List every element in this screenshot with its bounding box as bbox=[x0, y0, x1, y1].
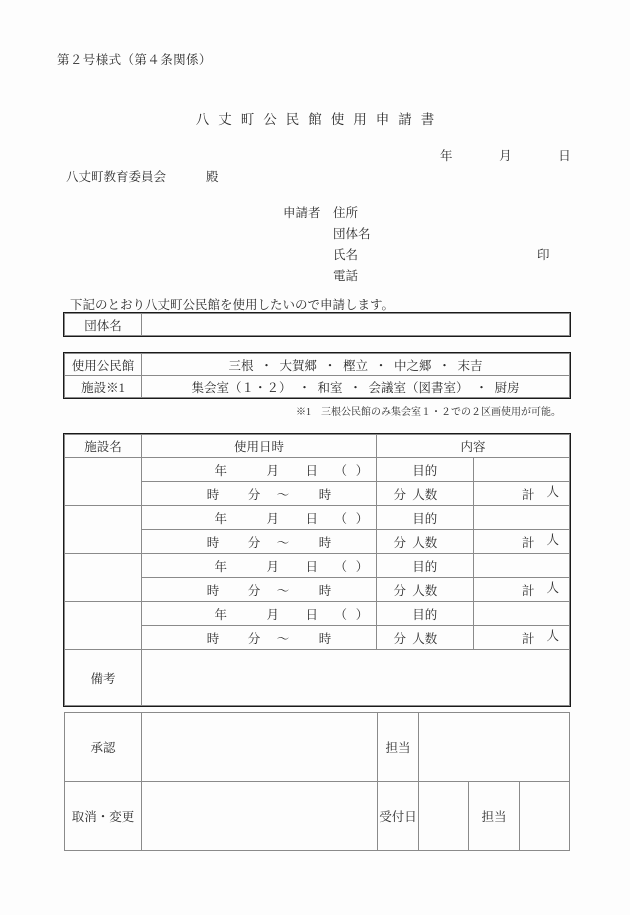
table-row bbox=[65, 354, 570, 376]
year-label: 年 bbox=[214, 511, 227, 526]
receipt-date-label: 受付日 bbox=[378, 782, 419, 851]
hour-label: 時 bbox=[206, 631, 220, 646]
usage-total-0[interactable] bbox=[473, 482, 570, 506]
table-header-row bbox=[65, 435, 570, 458]
tilde: ～ bbox=[276, 487, 290, 502]
headcount-label-2: 人数 bbox=[377, 578, 474, 602]
facility-label: 施設※1 bbox=[65, 376, 142, 398]
cancel-value[interactable] bbox=[142, 782, 378, 851]
minute-label: 分 bbox=[247, 487, 261, 502]
year-label: 年 bbox=[214, 607, 227, 622]
hall-option-2[interactable]: 樫立 bbox=[342, 358, 368, 373]
purpose-label-2: 目的 bbox=[377, 554, 474, 578]
page-title: 八丈町公民館使用申請書 bbox=[195, 112, 444, 127]
applicant-name-label: 氏名 bbox=[333, 248, 359, 262]
usage-facility-2[interactable] bbox=[65, 554, 142, 602]
month-label: 月 bbox=[266, 511, 279, 526]
usage-purpose-0[interactable] bbox=[473, 458, 570, 482]
month-label: 月 bbox=[266, 559, 279, 574]
minute2-label: 分 bbox=[393, 487, 406, 502]
applicant-group-label: 団体名 bbox=[333, 227, 371, 241]
weekday-open: （ bbox=[334, 559, 347, 574]
group-name-value[interactable] bbox=[142, 314, 570, 336]
hour2-label: 時 bbox=[318, 535, 332, 550]
people-unit: 人 bbox=[546, 629, 559, 643]
applicant-phone-label: 電話 bbox=[333, 269, 359, 283]
approval-label: 承認 bbox=[65, 713, 142, 782]
total-label: 計 bbox=[521, 631, 535, 646]
separator: ・ bbox=[475, 380, 488, 395]
tilde: ～ bbox=[276, 535, 290, 550]
purpose-label-0: 目的 bbox=[377, 458, 474, 482]
weekday-open: （ bbox=[334, 511, 347, 526]
hour2-label: 時 bbox=[318, 631, 332, 646]
headcount-label-3: 人数 bbox=[377, 626, 474, 650]
table-row bbox=[65, 506, 570, 530]
separator: ・ bbox=[298, 380, 311, 395]
minute2-label: 分 bbox=[393, 631, 406, 646]
applicant-group-row bbox=[283, 224, 371, 245]
day-label: 日 bbox=[305, 511, 318, 526]
header-facility-name: 施設名 bbox=[65, 435, 142, 458]
weekday-close: ） bbox=[355, 511, 369, 526]
cancel-label: 取消・変更 bbox=[65, 782, 142, 851]
usage-total-1[interactable] bbox=[473, 530, 570, 554]
minute2-label: 分 bbox=[393, 535, 406, 550]
tilde: ～ bbox=[276, 631, 290, 646]
applicant-phone-row bbox=[283, 266, 371, 287]
applicant-block bbox=[283, 203, 550, 287]
weekday-close: ） bbox=[355, 607, 369, 622]
hall-options[interactable] bbox=[142, 354, 570, 376]
year-label: 年 bbox=[214, 463, 227, 478]
date-year-label: 年 bbox=[440, 149, 453, 163]
facility-option-3[interactable]: 厨房 bbox=[494, 380, 520, 395]
usage-facility-1[interactable] bbox=[65, 506, 142, 554]
table-row bbox=[65, 314, 570, 336]
applicant-address-row bbox=[283, 203, 371, 224]
headcount-label-0: 人数 bbox=[377, 482, 474, 506]
table-row bbox=[65, 554, 570, 578]
minute-label: 分 bbox=[247, 631, 261, 646]
hour-label: 時 bbox=[206, 535, 220, 550]
facility-selection-table bbox=[64, 353, 570, 398]
day-label: 日 bbox=[305, 607, 318, 622]
addressee-honorific: 殿 bbox=[206, 170, 219, 184]
purpose-label-1: 目的 bbox=[377, 506, 474, 530]
usage-total-3[interactable] bbox=[473, 626, 570, 650]
hall-option-1[interactable]: 大賀郷 bbox=[279, 358, 317, 373]
facility-option-0[interactable]: 集会室（１・２） bbox=[191, 380, 292, 395]
tilde: ～ bbox=[276, 583, 290, 598]
total-label: 計 bbox=[521, 535, 535, 550]
addressee-name: 八丈町教育委員会 bbox=[66, 170, 167, 184]
application-statement: 下記のとおり八丈町公民館を使用したいので申請します。 bbox=[70, 298, 395, 312]
month-label: 月 bbox=[266, 607, 279, 622]
day-label: 日 bbox=[305, 559, 318, 574]
usage-purpose-3[interactable] bbox=[473, 602, 570, 626]
day-label: 日 bbox=[305, 463, 318, 478]
remarks-value[interactable] bbox=[142, 650, 570, 706]
usage-time-1[interactable] bbox=[142, 530, 406, 554]
usage-purpose-2[interactable] bbox=[473, 554, 570, 578]
usage-facility-0[interactable] bbox=[65, 458, 142, 506]
table-row bbox=[65, 602, 570, 626]
header-datetime: 使用日時 bbox=[142, 435, 377, 458]
facility-options[interactable] bbox=[142, 376, 570, 398]
usage-time-2[interactable] bbox=[142, 578, 406, 602]
group-name-table bbox=[64, 313, 570, 336]
addressee bbox=[66, 167, 219, 185]
date-month-label: 月 bbox=[499, 149, 512, 163]
usage-facility-3[interactable] bbox=[65, 602, 142, 650]
table-row bbox=[65, 376, 570, 398]
total-label: 計 bbox=[521, 583, 535, 598]
applicant-address-label: 住所 bbox=[333, 206, 359, 220]
facility-option-2[interactable]: 会議室（図書室） bbox=[368, 380, 469, 395]
usage-date-0[interactable] bbox=[142, 458, 377, 482]
separator: ・ bbox=[349, 380, 362, 395]
people-unit: 人 bbox=[546, 485, 559, 499]
hall-label: 使用公民館 bbox=[65, 354, 142, 376]
date-day-label: 日 bbox=[558, 149, 571, 163]
weekday-close: ） bbox=[355, 559, 369, 574]
separator: ・ bbox=[438, 358, 451, 373]
approval-staff-value[interactable] bbox=[419, 713, 570, 782]
seal-label: 印 bbox=[537, 248, 550, 262]
hall-option-3[interactable]: 中之郷 bbox=[394, 358, 432, 373]
hour2-label: 時 bbox=[318, 583, 332, 598]
hall-option-0[interactable]: 三根 bbox=[228, 358, 254, 373]
cancel-staff-label: 担当 bbox=[469, 782, 519, 851]
usage-date-3[interactable] bbox=[142, 602, 377, 626]
applicant-name-row bbox=[283, 245, 550, 266]
weekday-close: ） bbox=[355, 463, 369, 478]
month-label: 月 bbox=[266, 463, 279, 478]
minute2-label: 分 bbox=[393, 583, 406, 598]
form-number: 第２号様式（第４条関係） bbox=[57, 53, 212, 67]
usage-total-2[interactable] bbox=[473, 578, 570, 602]
total-label: 計 bbox=[521, 487, 535, 502]
approval-table bbox=[64, 712, 570, 851]
year-label: 年 bbox=[214, 559, 227, 574]
weekday-open: （ bbox=[334, 463, 347, 478]
applicant-label: 申請者 bbox=[283, 206, 321, 220]
table-row bbox=[65, 458, 570, 482]
weekday-open: （ bbox=[334, 607, 347, 622]
separator: ・ bbox=[323, 358, 337, 373]
table-row bbox=[65, 713, 570, 782]
approval-value[interactable] bbox=[142, 713, 378, 782]
usage-date-2[interactable] bbox=[142, 554, 377, 578]
usage-time-3[interactable] bbox=[142, 626, 406, 650]
usage-date-1[interactable] bbox=[142, 506, 377, 530]
usage-purpose-1[interactable] bbox=[473, 506, 570, 530]
header-content: 内容 bbox=[377, 435, 570, 458]
minute-label: 分 bbox=[247, 535, 261, 550]
headcount-label-1: 人数 bbox=[377, 530, 474, 554]
purpose-label-3: 目的 bbox=[377, 602, 474, 626]
hour-label: 時 bbox=[206, 487, 220, 502]
date-line bbox=[440, 146, 571, 164]
separator: ・ bbox=[374, 358, 388, 373]
usage-time-0[interactable] bbox=[142, 482, 406, 506]
people-unit: 人 bbox=[546, 533, 559, 547]
hour2-label: 時 bbox=[318, 487, 332, 502]
facility-option-1[interactable]: 和室 bbox=[317, 380, 343, 395]
minute-label: 分 bbox=[247, 583, 261, 598]
table-row bbox=[65, 650, 570, 706]
approval-staff-label: 担当 bbox=[378, 713, 419, 782]
people-unit: 人 bbox=[546, 581, 559, 595]
hour-label: 時 bbox=[206, 583, 220, 598]
hall-option-4[interactable]: 末吉 bbox=[457, 358, 483, 373]
receipt-date-value[interactable] bbox=[419, 782, 469, 851]
facility-note: ※1 三根公民館のみ集会室１・２での２区画使用が可能。 bbox=[296, 407, 561, 418]
usage-table bbox=[64, 434, 570, 706]
remarks-label: 備考 bbox=[65, 650, 142, 706]
cancel-staff-value[interactable] bbox=[519, 782, 569, 851]
group-name-label: 団体名 bbox=[65, 314, 142, 336]
table-row bbox=[65, 782, 570, 851]
separator: ・ bbox=[260, 358, 273, 373]
